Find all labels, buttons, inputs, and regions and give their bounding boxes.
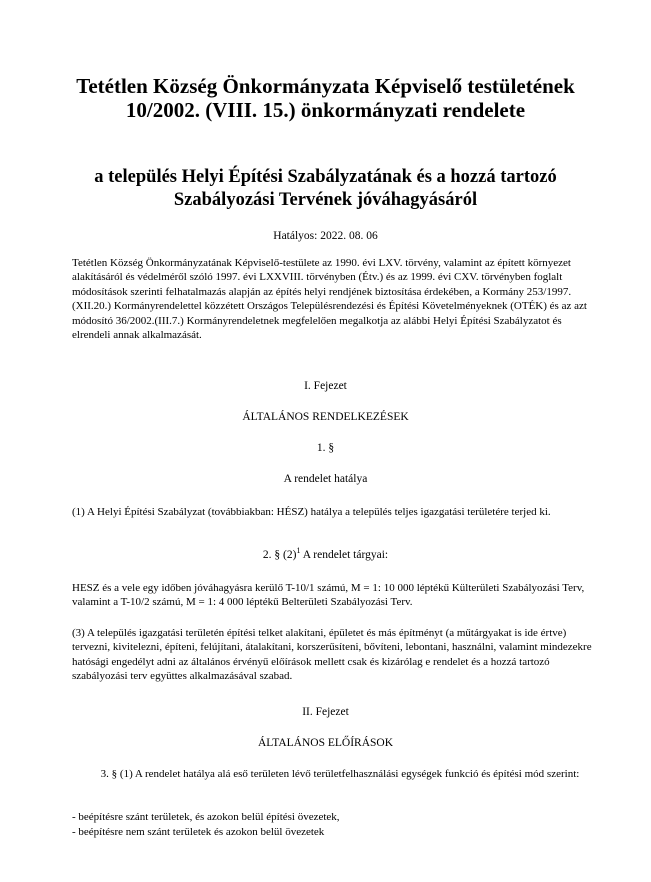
chapter-1-number: I. Fejezet: [304, 380, 347, 392]
section-2-heading-line: [0, 548, 651, 562]
effective-date: Hatályos: 2022. 08. 06: [273, 230, 378, 242]
footnote-marker[interactable]: 1: [296, 546, 301, 555]
section-1-text: (1) A Helyi Építési Szabályzat (továbbiakban: HÉSZ) hatálya a település teljes igazgatási területére terjed ki.: [72, 506, 551, 518]
chapter-1-title: ÁLTALÁNOS RENDELKEZÉSEK: [242, 411, 409, 423]
section-2-text: HESZ és a vele egy időben jóváhagyásra kerülő T-10/1 számú, M = 1: 10 000 léptékű Külterületi Szabályozási Terv, valamint a T-10/2 számú, M = 1: 4 000 léptékű Belterületi Szabályozási Terv.: [72, 582, 585, 609]
section-2-heading: A rendelet tárgyai:: [300, 549, 389, 561]
section-2-number: 2. § (2): [262, 549, 297, 561]
document-title: Tetétlen Község Önkormányzata Képviselő testületének 10/2002. (VIII. 15.) önkormányzati rendelete: [76, 74, 575, 122]
section-2-paragraph-3: (3) A település igazgatási területén építési telket alakítani, épületet és más építményt (a műtárgyakat is ide értve) tervezni, kivitelezni, építeni, felújítani, átalakítani, korszerűsíteni, bővíteni, lebontani, használni, valamint mindezekre hatósági engedélyt adni az általános érvényű előírások mellett csak és kizárólag e rendelet és a hozzá tartozó szabályozási terv együttes alkalmazásával szabad.: [72, 627, 592, 683]
document-subtitle: a település Helyi Építési Szabályzatának és a hozzá tartozó Szabályozási Tervének jóváhagyásáról: [94, 167, 557, 210]
section-3-text: 3. § (1) A rendelet hatálya alá eső területen lévő területfelhasználási egységek funkció és építési mód szerint:: [100, 768, 580, 780]
list-item: - beépítésre nem szánt területek és azokon belül övezetek: [72, 825, 325, 838]
section-3-list: [72, 810, 592, 839]
chapter-2-number: II. Fejezet: [302, 706, 349, 718]
chapter-2-title: ÁLTALÁNOS ELŐÍRÁSOK: [257, 737, 394, 749]
list-item: - beépítésre szánt területek, és azokon belül építési övezetek,: [72, 811, 340, 823]
section-1-heading: A rendelet hatálya: [283, 473, 368, 485]
section-1-number: 1. §: [316, 442, 335, 454]
preamble-paragraph: Tetétlen Község Önkormányzatának Képviselő-testülete az 1990. évi LXV. törvény, valamint az épített környezet alakításáról és védelméről szóló 1997. évi LXXVIII. törvényben (Étv.) és az 1999. évi CXV. törvényben foglalt módosítások szerinti felhatalmazás alapján az építés helyi rendjének biztosítása érdekében, a Kormány 253/1997.(XII.20.) Kormányrendelettel közzétett Országos Településrendezési és Építési Követelményeknek (OTÉK) és az azt módosító 36/2002.(III.7.) Kormányrendeletnek megfelelően megalkotja az alábbi Helyi Építési Szabályzatot és elrendeli annak alkalmazását.: [72, 257, 587, 342]
